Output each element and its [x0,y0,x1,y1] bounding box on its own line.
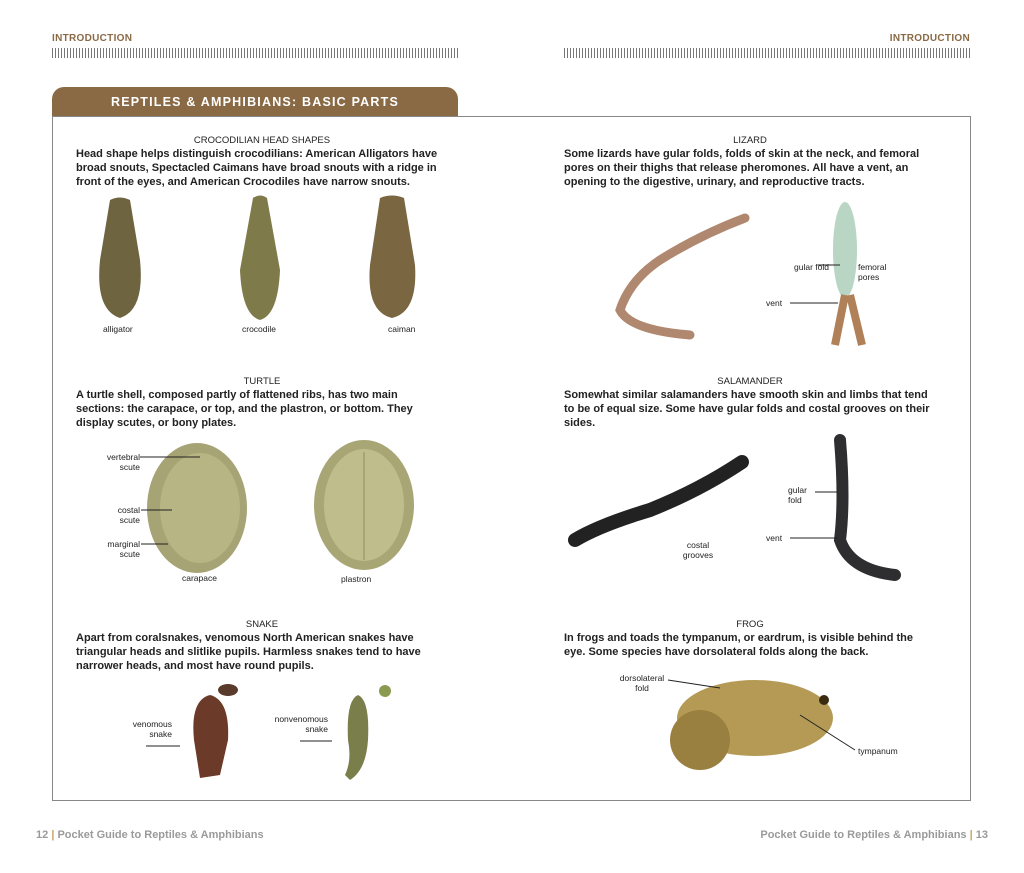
section-title: SALAMANDER [717,376,783,387]
label-vertebral-scute: vertebral scute [106,452,140,472]
label-crocodile: crocodile [242,324,277,334]
section-crocodilian [76,135,448,189]
section-title: SNAKE [245,619,279,630]
section-title: FROG [736,619,764,630]
section-title: CROCODILIAN HEAD SHAPES [193,135,331,146]
book-title-left: Pocket Guide to Reptiles & Amphibians [57,829,264,841]
section-frog [564,619,936,659]
tick-rule-left [52,48,458,58]
section-text: In frogs and toads the tympanum, or eardrum, is visible behind the eye. Some species have dorsolateral folds along the back. [564,632,913,658]
footer-right: Pocket Guide to Reptiles & Amphibians | 13 [760,829,988,841]
section-text: A turtle shell, composed partly of flattened ribs, has two main sections: the carapace, or top, and the plastron, or bottom. They display scutes, or bony plates. [76,389,413,429]
label-dorsolateral-fold: dorsolateral fold [619,673,665,693]
section-salamander [564,376,936,430]
section-text: Somewhat similar salamanders have smooth skin and limbs that tend to be of equal size. Some have gular folds and costal grooves on their sides. [564,389,930,429]
label-carapace: carapace [182,573,217,583]
label-femoral-pores: femoral pores [858,262,887,282]
book-title-right: Pocket Guide to Reptiles & Amphibians [760,829,967,841]
section-turtle [76,376,448,430]
section-text: Apart from coralsnakes, venomous North American snakes have triangular heads and slitlike pupils. Harmless snakes tend to have narrower heads, and most have round pupils. [76,632,421,672]
running-head-right: INTRODUCTION [889,33,970,44]
tick-rule-right [564,48,970,58]
label-costal-scute: costal scute [117,505,140,525]
label-gular-fold-salamander: gular fold [788,485,807,505]
page-number-left: 12 [36,829,49,841]
section-text: Some lizards have gular folds, folds of skin at the neck, and femoral pores on their thighs that release pheromones. All have a vent, an opening to the digestive, urinary, and reproductive tracts. [564,148,920,188]
label-tympanum: tympanum [858,746,898,756]
page-number-right: 13 [975,829,988,841]
label-vent: vent [766,298,783,308]
label-nonvenomous-snake: nonvenomous snake [274,714,328,734]
section-banner: REPTILES & AMPHIBIANS: BASIC PARTS [52,87,458,117]
label-costal-grooves: costal grooves [682,540,714,560]
label-gular-fold: gular fold [794,262,829,272]
section-title: LIZARD [733,135,767,146]
section-lizard [564,135,936,189]
label-venomous-snake: venomous snake [132,719,172,739]
section-text: Head shape helps distinguish crocodilians: American Alligators have broad snouts, Spectacled Caimans have broad snouts with a ridge in front of the eyes, and American Crocodiles have narrow snouts. [76,148,438,188]
frog-illustration [0,0,1,1]
label-caiman: caiman [388,324,416,334]
section-snake [76,619,448,673]
section-title: TURTLE [243,376,281,387]
footer-left: 12 | Pocket Guide to Reptiles & Amphibians [36,829,264,841]
label-alligator: alligator [103,324,133,334]
label-vent-salamander: vent [766,533,783,543]
label-marginal-scute: marginal scute [107,539,140,559]
label-plastron: plastron [341,574,372,584]
running-head-left: INTRODUCTION [52,33,133,44]
